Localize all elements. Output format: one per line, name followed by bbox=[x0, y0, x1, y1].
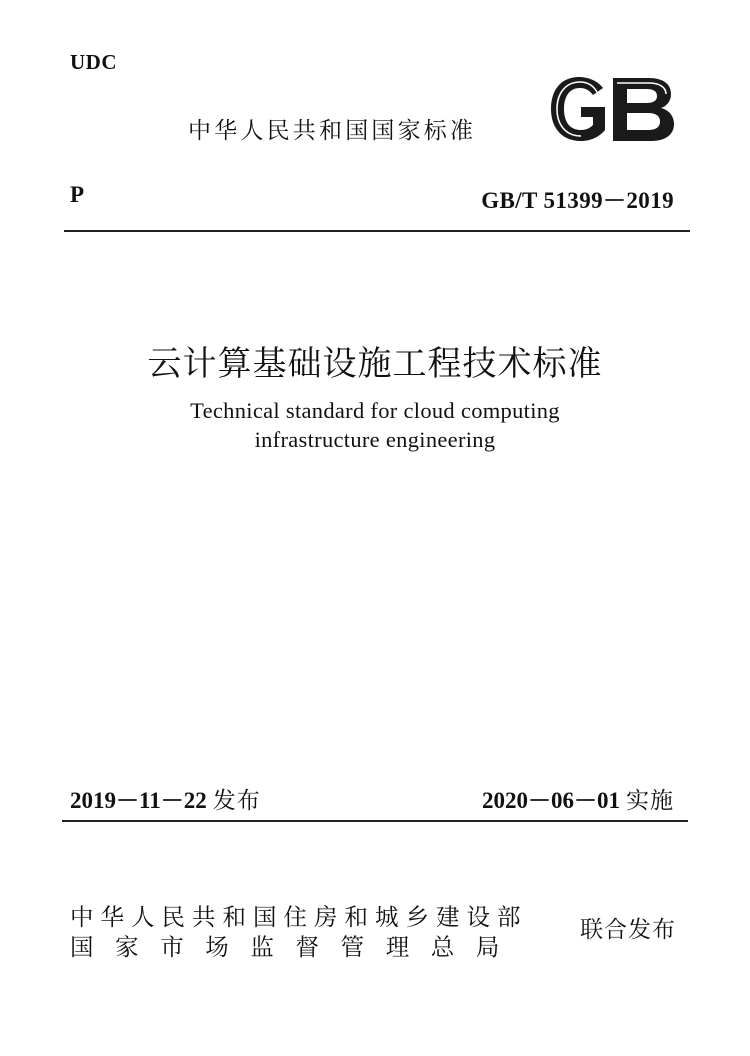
national-standard-heading: 中华人民共和国国家标准 bbox=[188, 118, 477, 144]
title-english-line-2: infrastructure engineering bbox=[254, 427, 496, 452]
implementation-date: 2020－06－01 bbox=[482, 788, 620, 813]
jointly-issued-label: 联合发布 bbox=[580, 917, 676, 943]
gb-logo-graphic bbox=[547, 74, 677, 144]
top-divider bbox=[64, 230, 690, 232]
issue-date: 2019－11－22 bbox=[70, 788, 207, 813]
implementation-label: 实施 bbox=[626, 788, 674, 814]
publisher-samr: 国家市场监督管理总局 bbox=[70, 933, 521, 961]
issue-label: 发布 bbox=[212, 788, 261, 814]
gb-logo bbox=[547, 74, 677, 144]
bottom-divider bbox=[62, 820, 688, 822]
title-english-line-1: Technical standard for cloud computing bbox=[190, 398, 560, 423]
standard-number: GB/T 51399－2019 bbox=[481, 188, 674, 213]
title-chinese: 云计算基础设施工程技术标准 bbox=[147, 344, 603, 384]
udc-label: UDC bbox=[70, 50, 117, 74]
classification-code: P bbox=[70, 182, 85, 207]
issue-date-group bbox=[70, 782, 261, 815]
publisher-mohurd: 中华人民共和国住房和城乡建设部 bbox=[70, 903, 528, 931]
implementation-date-group bbox=[482, 782, 674, 815]
